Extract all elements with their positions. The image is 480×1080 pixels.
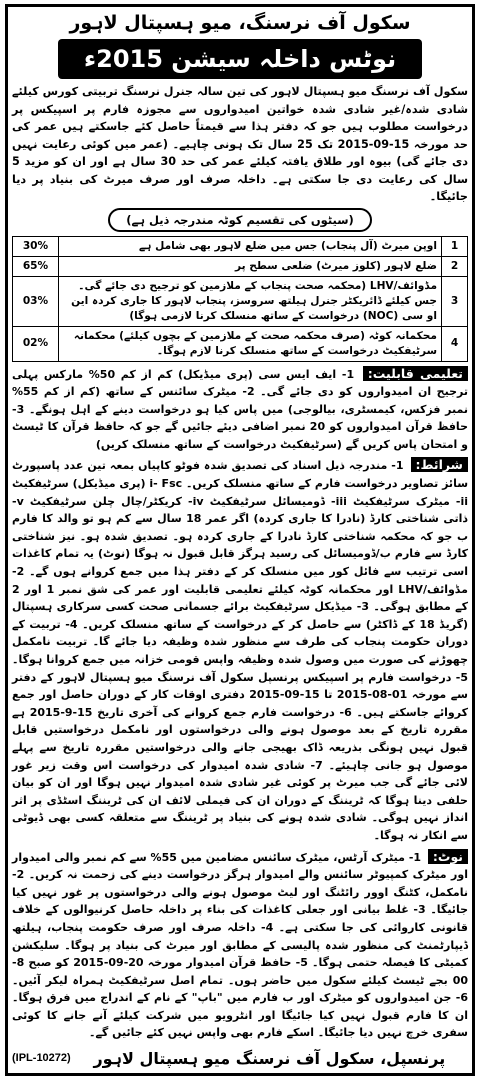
reference-code: (IPL-10272)	[12, 1052, 71, 1064]
row-number: 3	[442, 276, 468, 326]
note-section	[12, 848, 468, 1043]
row-percentage: 02%	[13, 326, 59, 361]
qualification-title: تعلیمی قابلیت:	[363, 366, 468, 381]
row-number: 4	[442, 326, 468, 361]
row-number: 1	[442, 236, 468, 256]
intro-paragraph: سکول آف نرسنگ میو ہسپتال لاہور کی تین سالہ جنرل نرسنگ تربیتی کورس کیلئے شادی شدہ/غیر شادی شدہ خواتین امیدواروں سے مجوزہ فارم پر اسپیکس پر درخواست مطلوب ہیں جو کہ دفتر ہذا سے قیمتاً حاصل کئے جاسکتے ہیں عمر کی حد مورخہ 15-09-2015 تک 25 سال تک ہونی چاہیے۔ (عمر میں کوئی رعایت نہیں دی جائے گی) بیوہ اور طلاق یافتہ کیلئے عمر کی حد 30 سال ہے اور ان کو مزید 5 سال کی رعایت دی جا سکتی ہے۔ داخلہ صرف اور صرف میرٹ کی بنیاد پر دیا جائیگا۔	[12, 85, 468, 203]
row-percentage: 03%	[13, 276, 59, 326]
row-text: اوپن میرٹ (آل پنجاب) جس میں ضلع لاہور بھی شامل ہے	[59, 236, 442, 256]
advertisement-frame	[5, 4, 475, 1076]
conditions-section	[12, 456, 468, 844]
notice-banner-wrap	[12, 39, 468, 79]
footer	[12, 1045, 468, 1071]
conditions-text: 1- مندرجہ ذیل اسناد کی تصدیق شدہ فوٹو کاپیاں بمعہ تین عدد پاسپورٹ سائز تصاویر درخواست فارم کے ساتھ منسلک کریں۔ i- Fsc (پری میڈیکل) سرٹیفکیٹ ii- میٹرک سرٹیفکیٹ iii- ڈومیسائل سرٹیفکیٹ iv- کریکٹر/چال چلن سرٹیفکیٹ v- ذاتی شناختی کارڈ (نادرا کا جاری کردہ) اگر عمر 18 سال سے کم ہو تو والد کا فارم ب جو کہ محکمہ شناختی کارڈ نادرا کے جاری کردہ ہو۔ تصدیق شدہ ہو۔ نیز شناختی کارڈ سے فارم ب/ڈومیسائل کی رسید ہرگز قابل قبول نہ ہوگا (نوٹ) یہ تمام کاغذات اسی ترتیب سے فائل کور میں منسلک کر کے دفتر ہذا میں جمع کروانے ہوں گے۔ 2- مڈوائف/LHV اور محکمانہ کوٹہ کیلئے تعلیمی قابلیت اور عمر کی شق نمبر 1 اور 2 کے مطابق ہوگی۔ 3- میڈیکل سرٹیفکیٹ برائے جسمانی صحت کسی سرکاری ہسپتال (گریڈ 18 کے ڈاکٹر) سے حاصل کر کے درخواست کے ساتھ منسلک کریں۔ 4- تربیت کے دوران حکومت پنجاب کی طرف سے منظور شدہ وظیفہ دیا جائے گا۔ تربیت نامکمل چھوڑنے کی صورت میں وصول شدہ وظیفہ واپس قومی خزانہ میں جمع کروانا ہوگا۔ 5- درخواست فارم پر اسپیکس پرنسپل سکول آف نرسنگ میو ہسپتال لاہور کے دفتر سے مورخہ 01-08-2015 تا 15-09-2015 دفتری اوقات کار کے دوران حاصل اور جمع کروائے جاسکتے ہیں۔ 6- درخواست فارم جمع کروانے کی آخری تاریخ 15-9-2015 ہے مقررہ تاریخ کے بعد موصول ہونے والی درخواستوں اور نامکمل درخواستیں قابل قبول نہیں ہونگی بذریعہ ڈاک بھیجی جانے والی درخواستیں مقررہ تاریخ سے پہلے موصول ہو جانی چاہیئے۔ 7- شادی شدہ امیدوار کی درخواست اس وقت زیر غور لائی جائے گی جب میرٹ پر کوئی غیر شادی شدہ امیدوار نہیں ہوگا اور ان کو بیان حلفی دینا ہوگا کہ ٹریننگ کے دوران ان کی فیملی لائف ان کی ٹریننگ اسٹڈی پر اثر انداز نہیں ہوگی۔ شادی شدہ ہونے کی بنیاد پر ٹریننگ سے متعلقہ کسی بھی ڈیوٹی سے انکار نہ ہوگا۔	[12, 459, 469, 842]
table-row	[13, 326, 468, 361]
row-percentage: 30%	[13, 236, 59, 256]
row-number: 2	[442, 256, 468, 276]
row-text: ضلع لاہور (کلوز میرٹ) ضلعی سطح پر	[59, 256, 442, 276]
table-row	[13, 276, 468, 326]
qualification-text: 1- ایف ایس سی (پری میڈیکل) کم از کم 50% مارکس پہلی ترجیح ان امیدواروں کو دی جائے گی۔ 2- میٹرک سائنس کے ساتھ (کم از کم 55% نمبر فزکس، کیمسٹری، بیالوجی) میں پاس کیا ہو درخواست دینے کے اہل ہونگے۔ 3- حافظ قرآن امیدواروں کو 20 نمبر اضافی دیئے جائیں گے جو کہ حافظ قرآن کا ٹیسٹ و امتحان پاس کریں گے (سرٹیفکیٹ درخواست کے ساتھ منسلک کریں)	[12, 367, 468, 451]
seats-heading-wrap	[12, 208, 468, 232]
note-text: 1- میٹرک آرٹس، میٹرک سائنس مضامین میں 55% سے کم نمبر والی امیدوار اور میٹرک کمپیوٹر سائنس والے امیدوار ہرگز درخواست دینے کی زحمت نہ کریں۔ 2- نامکمل، کٹنگ اوور رائٹنگ اور لیٹ موصول ہونے والی درخواستوں پر غور نہیں کیا جائیگا۔ 3- غلط بیانی اور جعلی کاغذات کی بناء پر داخلہ حاصل کرنیوالوں کے خلاف قانونی کاروائی کی جا سکتی ہے۔ 4- داخلہ صرف اور صرف حکومت پنجاب، ہیلتھ ڈیپارٹمنٹ کی منظور شدہ پالیسی کے مطابق اور میرٹ کی بنیاد پر ہوگا۔ سلیکشن کمیٹی کا فیصلہ حتمی ہوگا۔ 5- حافظ قرآن امیدوار مورخہ 20-09-2015 کو صبح 8-00 بجے ٹیسٹ کیلئے سکول میں حاضر ہوں۔ تمام اصل سرٹیفکیٹ ہمراہ لیکر آئیں۔ 6- جن امیدواروں کو میٹرک اور ب فارم میں "باپ" کے نام کے اندراج میں فرق ہوگا۔ ان کا فارم قبول نہیں کیا جائیگا اور انٹرویو میں شرکت کیلئے آنے جانے کا کوئی سفری خرچ نہیں دیا جائیگا۔ اسکے فارم بھی واپس نہیں کئے جائیں گے۔	[12, 850, 468, 1040]
notice-banner: نوٹس داخلہ سیشن 2015ء	[58, 39, 422, 79]
qualification-section	[12, 365, 468, 454]
note-title: نوٹ:	[428, 849, 468, 864]
row-percentage: 65%	[13, 256, 59, 276]
conditions-title: شرائط:	[411, 457, 468, 472]
row-text: مڈوائف/LHV (محکمہ صحت پنجاب کے ملازمین کو ترجیح دی جائے گی۔ جس کیلئے ڈائریکٹر جنرل ہیلتھ سروسز، پنجاب لاہور کا جاری کردہ این او سی (NOC) درخواست کے ساتھ منسلک کرنا لازمی ہوگا)	[59, 276, 442, 326]
row-text: محکمانہ کوٹہ (صرف محکمہ صحت کے ملازمین کے بچوں کیلئے) محکمانہ سرٹیفکیٹ درخواست کے ساتھ منسلک کرنا لازم ہوگا۔	[59, 326, 442, 361]
table-row	[13, 236, 468, 256]
seats-table	[12, 236, 468, 362]
table-row	[13, 256, 468, 276]
seats-heading: (سیٹوں کی تقسیم کوٹہ مندرجہ ذیل ہے)	[108, 208, 372, 232]
school-name: سکول آف نرسنگ، میو ہسپتال لاہور	[69, 12, 411, 34]
signer: پرنسپل، سکول آف نرسنگ میو ہسپتال لاہور	[93, 1048, 446, 1068]
